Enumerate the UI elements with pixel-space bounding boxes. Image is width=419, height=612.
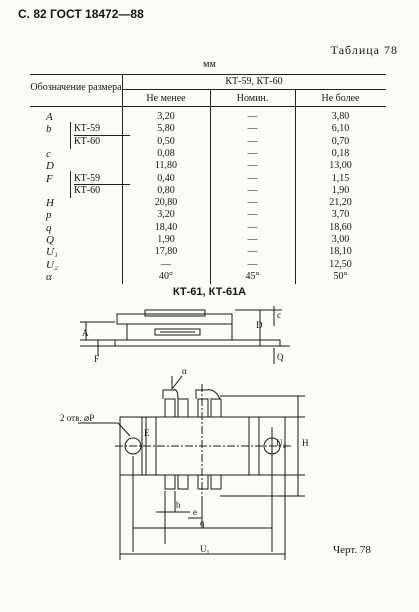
dimension-table	[30, 74, 386, 284]
side-view-cap	[145, 310, 205, 316]
row-nom-value: 45°	[245, 270, 260, 282]
row-nom-value: —	[247, 258, 258, 270]
dim-label-h: H	[302, 438, 309, 448]
row-symbol: p	[46, 209, 52, 222]
lead-top-4	[211, 399, 221, 417]
col-max-header: Не более	[321, 93, 360, 104]
row-symbol: U₁	[46, 246, 58, 259]
row-max-value: 21,20	[329, 197, 352, 209]
table-top-rule	[30, 74, 386, 75]
drawing-title: КТ-61, КТ-61А	[172, 286, 247, 298]
row-symbol: F	[46, 172, 53, 185]
dim-label-e-pitch: e	[193, 507, 197, 517]
row-symbol: Q	[46, 234, 54, 246]
row-max-value: 13,00	[329, 160, 352, 172]
row-max-value: 1,15	[331, 172, 350, 184]
row-max-value: 1,90	[331, 184, 350, 196]
row-min-value: 3,20	[157, 209, 175, 221]
row-nom-value: —	[247, 246, 258, 258]
row-max-value: 0,70	[331, 135, 350, 147]
col-min-header: Не менее	[146, 93, 186, 104]
row-nom-value: —	[247, 234, 258, 245]
row-nom-value: —	[247, 147, 258, 159]
row-max-value: 3,00	[331, 234, 350, 245]
row-max-value: 3,70	[331, 209, 350, 221]
row-symbol: A	[46, 111, 53, 123]
row-symbol: D	[46, 160, 54, 173]
row-variant: КТ-60	[74, 135, 101, 147]
row-min-value: 5,80	[157, 123, 175, 135]
row-max-value: 6,10	[331, 123, 350, 135]
row-nom-value: —	[247, 111, 258, 122]
row-min-value: 40°	[159, 270, 173, 282]
holes-label: 2 отв. ⌀P	[60, 413, 95, 423]
dim-label-b: b	[176, 500, 181, 510]
row-max-value: 50°	[333, 270, 348, 282]
lead-bottom-2	[178, 475, 188, 489]
lead-bottom-3	[198, 475, 208, 489]
row-max-value: 3,80	[331, 111, 350, 122]
row-symbol: α	[46, 270, 52, 283]
dim-label-q-height: Q	[277, 352, 284, 362]
row-nom-value: —	[247, 197, 258, 209]
row-symbol: c	[46, 147, 51, 160]
dim-label-f: F	[94, 354, 100, 364]
f-variant-divider	[74, 184, 130, 185]
b-variant-bracket	[70, 122, 71, 149]
row-min-value: —	[161, 258, 171, 270]
row-min-value: 1,90	[157, 234, 175, 245]
dim-label-a: A	[82, 328, 89, 338]
row-min-value: 20,80	[154, 197, 178, 209]
f-variant-bracket	[70, 171, 71, 198]
row-max-value: 18,10	[329, 246, 352, 258]
technical-drawing	[60, 296, 320, 571]
row-min-value: 11,80	[154, 160, 178, 172]
row-min-value: 0,50	[157, 135, 175, 147]
side-view-flange	[115, 340, 280, 346]
dim-label-q: q	[200, 518, 205, 528]
row-nom-value: —	[247, 123, 258, 135]
col-designation-header: Обозначение размера	[30, 82, 122, 93]
dim-label-alpha: α	[182, 366, 187, 376]
table-group-rule	[122, 89, 386, 90]
lead-bottom-4	[211, 475, 221, 489]
lead-top-2	[178, 399, 188, 417]
dim-label-u1: U₁	[200, 544, 210, 554]
dim-label-u2: U₂	[276, 438, 286, 448]
row-symbol: b	[46, 123, 52, 136]
row-min-value: 18,40	[154, 221, 178, 233]
dim-label-e: E	[144, 428, 150, 438]
row-symbol: U₂	[46, 258, 58, 271]
row-min-value: 0,40	[157, 172, 175, 184]
lead-bottom-1	[165, 475, 175, 489]
table-number: Таблица 78	[330, 43, 398, 57]
b-variant-divider	[74, 135, 130, 136]
row-symbol: H	[46, 197, 54, 210]
row-nom-value: —	[247, 160, 258, 172]
table-header-rule	[30, 106, 386, 107]
row-min-value: 0,80	[157, 184, 175, 196]
row-variant: КТ-59	[74, 123, 101, 135]
row-min-value: 3,20	[157, 111, 175, 122]
dim-label-d: D	[256, 320, 263, 330]
table-unit: мм	[203, 59, 216, 70]
row-nom-value: —	[247, 172, 258, 184]
row-nom-value: —	[247, 209, 258, 221]
col-nom-header: Номин.	[236, 93, 269, 104]
row-max-value: 18,60	[329, 221, 352, 233]
lead-top-3	[198, 399, 208, 417]
lead-top-1	[165, 399, 175, 417]
row-variant: КТ-59	[74, 172, 101, 184]
row-max-value: 0,18	[331, 147, 350, 159]
dim-label-c: c	[277, 310, 281, 320]
row-nom-value: —	[247, 184, 258, 196]
row-nom-value: —	[247, 135, 258, 147]
group-header: КТ-59, КТ-60	[225, 76, 283, 87]
row-min-value: 0,08	[157, 147, 175, 159]
row-symbol: q	[46, 221, 52, 234]
row-min-value: 17,80	[154, 246, 178, 258]
figure-caption: Черт. 78	[333, 544, 371, 556]
row-variant: КТ-60	[74, 184, 101, 196]
row-nom-value: —	[247, 221, 258, 233]
page-header: С. 82 ГОСТ 18472—88	[18, 7, 144, 21]
row-max-value: 12,50	[329, 258, 352, 270]
